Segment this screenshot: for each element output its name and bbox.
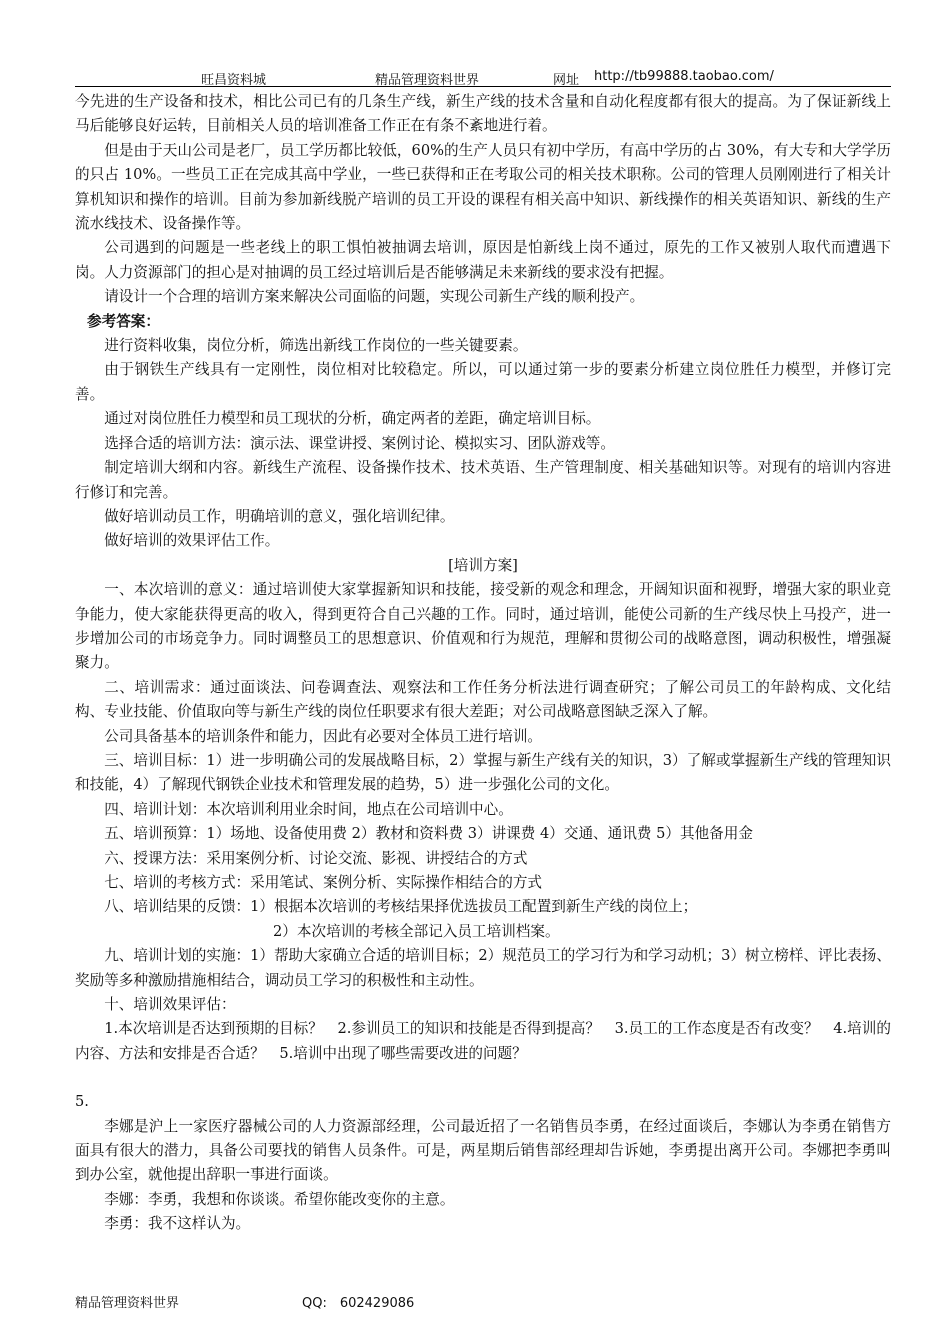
footer-site-name: 精品管理资料世界 bbox=[75, 1296, 180, 1311]
footer-qq: QQ: 602429086 bbox=[302, 1296, 415, 1311]
paragraph: 李勇：我不这样认为。 bbox=[104, 1215, 251, 1233]
answer-heading: 参考答案： bbox=[87, 312, 160, 330]
paragraph: 请设计一个合理的培训方案来解决公司面临的问题，实现公司新生产线的顺利投产。 bbox=[104, 288, 645, 306]
paragraph: 2）本次培训的考核全部记入员工培训档案。 bbox=[273, 922, 560, 940]
paragraph: 八、培训结果的反馈：1）根据本次培训的考核结果择优选拔员工配置到新生产线的岗位上； bbox=[104, 898, 698, 916]
paragraph: 进行资料收集，岗位分析，筛选出新线工作岗位的一些关键要素。 bbox=[104, 337, 528, 355]
paragraph: 五、培训预算：1）场地、设备使用费 2）教材和资料费 3）讲课费 4）交通、通讯费 5）其他备用金 bbox=[104, 825, 753, 843]
paragraph: 四、培训计划：本次培训利用业余时间，地点在公司培训中心。 bbox=[104, 800, 513, 818]
header-shop-name: 旺昌资料城 bbox=[201, 73, 267, 88]
paragraph: 公司遇到的问题是一些老线上的职工惧怕被抽调去培训，原因是怕新线上岗不通过，原先的工作又被别人取代而遭遇下岗。人力资源部门的担心是对抽调的员工经过培训后是否能够满足未来新线的要求没有把握。 bbox=[75, 239, 891, 281]
page-header bbox=[75, 64, 891, 88]
paragraph: 1.本次培训是否达到预期的目标？ 2.参训员工的知识和技能是否得到提高？ 3.员工的工作态度是否有改变？ 4.培训的内容、方法和安排是否合适？ 5.培训中出现了哪些需要改进的问题？ bbox=[75, 1020, 891, 1062]
paragraph: 公司具备基本的培训条件和能力，因此有必要对全体员工进行培训。 bbox=[104, 727, 543, 745]
header-site-name: 精品管理资料世界 bbox=[375, 73, 480, 88]
paragraph: 二、培训需求：通过面谈法、问卷调查法、观察法和工作任务分析法进行调查研究；了解公司员工的年龄构成、文化结构、专业技能、价值取向等与新生产线的岗位任职要求有很大差距；对公司战略意图缺乏深入了解。 bbox=[75, 678, 891, 721]
paragraph: 通过对岗位胜任力模型和员工现状的分析，确定两者的差距，确定培训目标。 bbox=[104, 410, 601, 428]
question-number: 5. bbox=[75, 1093, 89, 1111]
document-body bbox=[75, 90, 891, 1237]
paragraph: 七、培训的考核方式：采用笔试、案例分析、实际操作相结合的方式 bbox=[104, 874, 543, 891]
paragraph: 选择合适的培训方法：演示法、课堂讲授、案例讨论、模拟实习、团队游戏等。 bbox=[104, 434, 615, 452]
header-url-label: 网址 bbox=[553, 73, 580, 88]
paragraph: 做好培训动员工作，明确培训的意义，强化培训纪律。 bbox=[104, 507, 455, 525]
paragraph: 九、培训计划的实施：1）帮助大家确立合适的培训目标；2）规范员工的学习行为和学习动机；3）树立榜样、评比表扬、奖励等多种激励措施相结合，调动员工学习的积极性和主动性。 bbox=[75, 947, 891, 989]
plan-title: [培训方案] bbox=[448, 556, 518, 574]
paragraph: 今先进的生产设备和技术，相比公司已有的几条生产线，新生产线的技术含量和自动化程度都有很大的提高。为了保证新线上马后能够良好运转，目前相关人员的培训准备工作正在有条不紊地进行着。 bbox=[75, 93, 891, 135]
blank-line bbox=[75, 1066, 891, 1090]
paragraph: 六、授课方法：采用案例分析、讨论交流、影视、讲授结合的方式 bbox=[104, 849, 528, 867]
paragraph: 李娜是沪上一家医疗器械公司的人力资源部经理，公司最近招了一名销售员李勇，在经过面谈后，李娜认为李勇在销售方面具有很大的潜力，具备公司要找的销售人员条件。可是，两星期后销售部经理却告诉她，李勇提出离开公司。李娜把李勇叫到办公室，就他提出辞职一事进行面谈。 bbox=[75, 1117, 891, 1184]
paragraph: 由于钢铁生产线具有一定刚性，岗位相对比较稳定。所以，可以通过第一步的要素分析建立岗位胜任力模型，并修订完善。 bbox=[75, 361, 891, 403]
paragraph: 三、培训目标：1）进一步明确公司的发展战略目标，2）掌握与新生产线有关的知识，3）了解或掌握新生产线的管理知识和技能，4）了解现代钢铁企业技术和管理发展的趋势，5）进一步强化公司的文化。 bbox=[75, 751, 891, 794]
paragraph: 做好培训的效果评估工作。 bbox=[104, 532, 280, 550]
header-divider bbox=[75, 86, 891, 87]
paragraph: 制定培训大纲和内容。新线生产流程、设备操作技术、技术英语、生产管理制度、相关基础知识等。对现有的培训内容进行修订和完善。 bbox=[75, 459, 891, 501]
paragraph: 一、本次培训的意义：通过培训使大家掌握新知识和技能，接受新的观念和理念，开阔知识面和视野，增强大家的职业竞争能力，使大家能获得更高的收入，得到更符合自己兴趣的工作。同时，通过培训，能使公司新的生产线尽快上马投产，进一步增加公司的市场竞争力。同时调整员工的思想意识、价值观和行为规范，理解和贯彻公司的战略意图，调动积极性，增强凝聚力。 bbox=[75, 581, 891, 672]
header-url: http://tb99888.taobao.com/ bbox=[594, 69, 774, 84]
paragraph: 十、培训效果评估： bbox=[104, 996, 236, 1014]
paragraph: 李娜：李勇，我想和你谈谈。希望你能改变你的主意。 bbox=[104, 1190, 455, 1208]
paragraph: 但是由于天山公司是老厂，员工学历都比较低，60%的生产人员只有初中学历，有高中学历的占 30%，有大专和大学学历的只占 10%。一些员工正在完成其高中学业，一些已获得和正在考取公司的相关技术职称。公司的管理人员刚刚进行了相关计算机知识和操作的培训。目前为参加新线脱产培训的员工开设的课程有相关高中知识、新线操作的相关英语知识、新线的生产流水线技术、设备操作等。 bbox=[75, 141, 891, 233]
